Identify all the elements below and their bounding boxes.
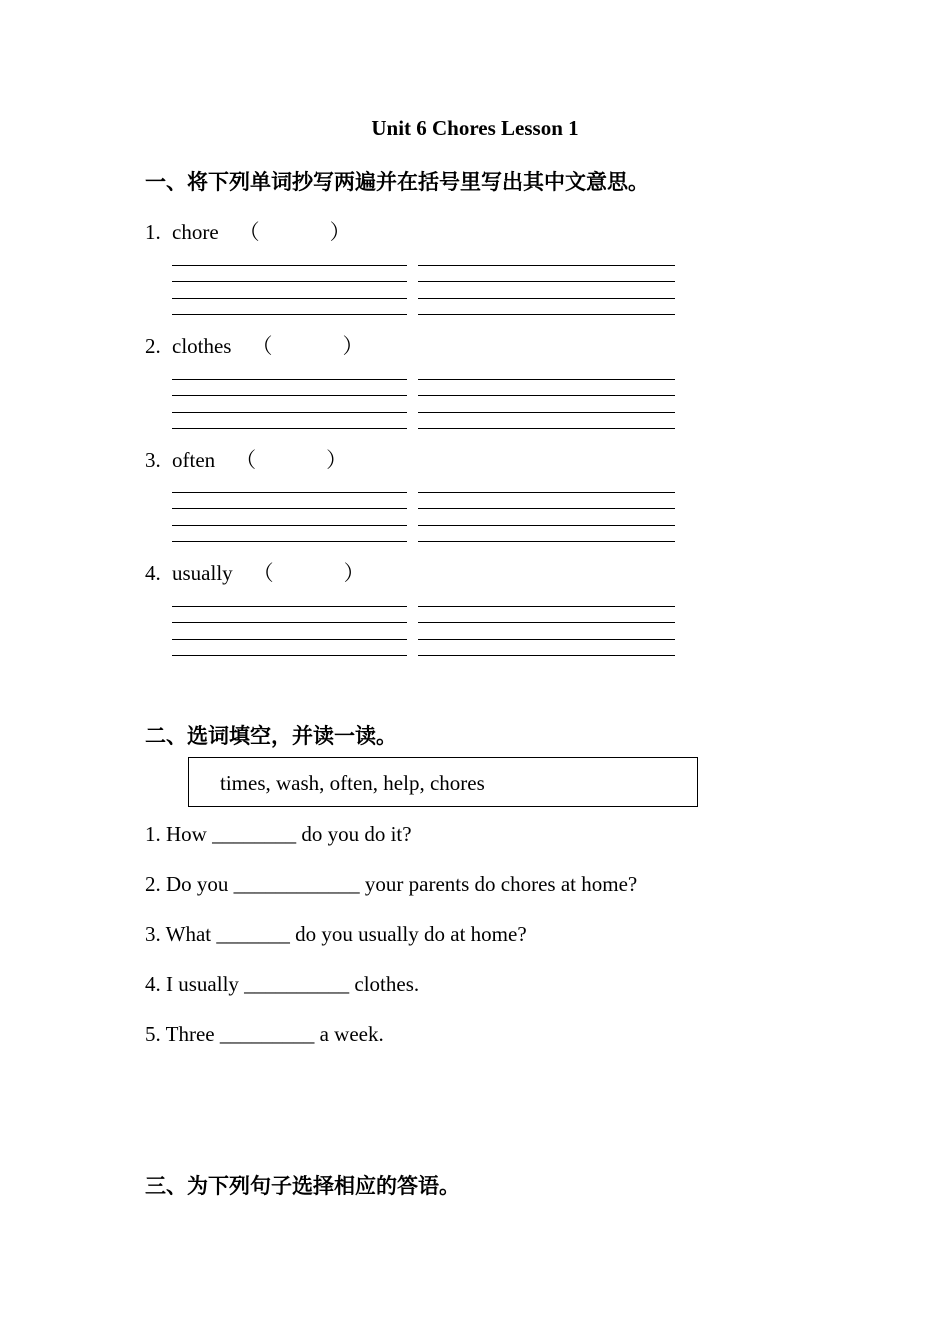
writing-lines[interactable] [172, 606, 676, 658]
item-number: 2. [145, 334, 161, 358]
fill-blank-question[interactable]: 4. I usually __________ clothes. [145, 972, 420, 996]
fill-blank-question[interactable]: 1. How ________ do you do it? [145, 822, 412, 846]
copy-word-item [145, 330, 363, 360]
vocab-word: usually [172, 561, 233, 585]
vocab-word: often [172, 448, 216, 472]
writing-lines[interactable] [172, 492, 676, 544]
fill-blank-question[interactable]: 2. Do you ____________ your parents do chores at home? [145, 872, 638, 896]
section-2-heading: 二、选词填空，并读一读。 [145, 724, 397, 748]
meaning-blank[interactable]: （ ） [252, 561, 365, 585]
writing-lines[interactable] [172, 265, 676, 317]
vocab-word: clothes [172, 334, 232, 358]
item-number: 1. [145, 220, 161, 244]
copy-word-item [145, 216, 351, 246]
section-1-heading: 一、将下列单词抄写两遍并在括号里写出其中文意思。 [145, 170, 649, 194]
page-title: Unit 6 Chores Lesson 1 [371, 116, 579, 140]
meaning-blank[interactable]: （ ） [238, 220, 351, 244]
writing-lines[interactable] [172, 379, 676, 431]
item-number: 4. [145, 561, 161, 585]
word-bank: times, wash, often, help, chores [188, 757, 698, 807]
fill-blank-question[interactable]: 5. Three _________ a week. [145, 1022, 384, 1046]
fill-blank-question[interactable]: 3. What _______ do you usually do at home? [145, 922, 527, 946]
copy-word-item [145, 557, 365, 587]
vocab-word: chore [172, 220, 219, 244]
copy-word-item [145, 444, 347, 474]
section-3-heading: 三、为下列句子选择相应的答语。 [145, 1174, 460, 1198]
item-number: 3. [145, 448, 161, 472]
meaning-blank[interactable]: （ ） [251, 334, 364, 358]
meaning-blank[interactable]: （ ） [235, 448, 348, 472]
